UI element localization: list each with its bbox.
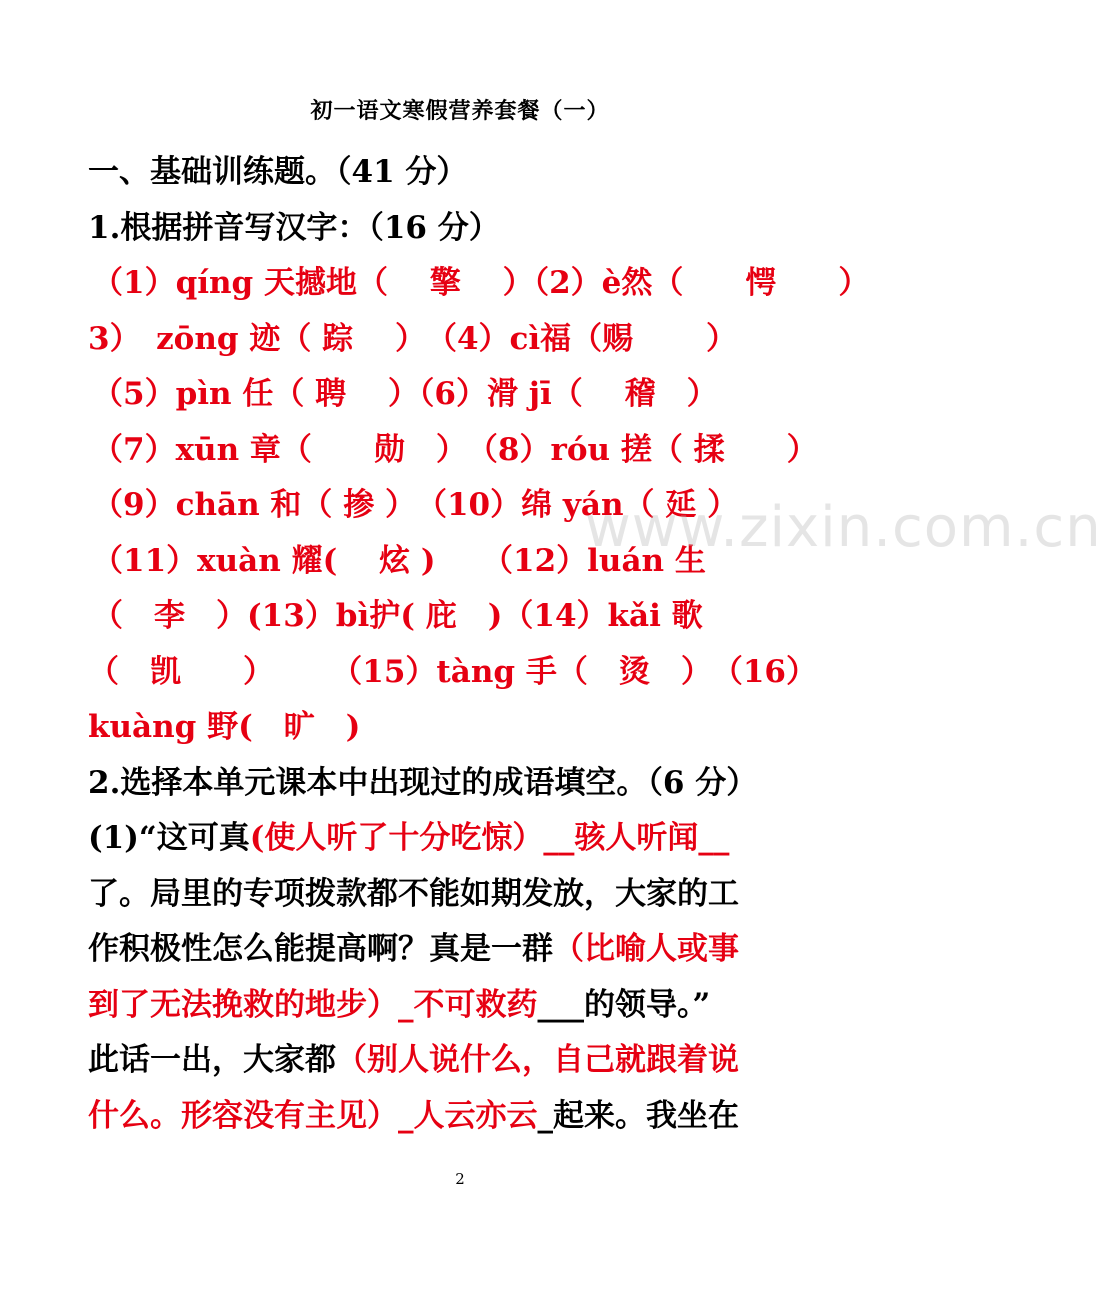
document-title: 初一语文寒假营养套餐（一） <box>310 98 610 124</box>
section-heading: 一、基础训练题。（41 分） <box>88 154 468 190</box>
answer-line-6: （11）xuàn 耀( 炫 ) （12）luán 生 <box>92 543 706 579</box>
watermark: www.zixin.com.cn <box>585 495 1102 560</box>
q2-line-1-answer: __骇人听闻__ <box>543 820 730 856</box>
q2-line-5-hint: （别人说什么，自己就跟着说 <box>336 1042 739 1078</box>
q2-line-1-hint: (使人听了十分吃惊） <box>249 820 544 856</box>
answer-line-7: （ 李 ）(13）bì护( 庇 )（14）kǎi 歌 <box>92 598 703 634</box>
answer-line-9: kuàng 野( 旷 ) <box>88 709 361 745</box>
q2-line-3 <box>88 929 878 969</box>
q2-line-6 <box>88 1096 878 1136</box>
answer-line-1: （1）qíng 天撼地（ 擎 ）（2）è然（ 愕 ） <box>92 265 870 301</box>
answer-line-8: （ 凯 ） （15）tàng 手（ 烫 ） （16） <box>88 654 817 690</box>
q2-line-6-text: _起来。我坐在 <box>537 1098 739 1134</box>
answer-line-5: （9）chān 和（ 掺 ） （10）绵 yán（ 延 ） <box>92 487 739 523</box>
q2-line-3-hint: （比喻人或事 <box>553 931 739 967</box>
page-number: 2 <box>455 1170 465 1188</box>
q2-line-6-answer: 什么。形容没有主见）_人云亦云 <box>88 1098 538 1134</box>
q2-line-2: 了。局里的专项拨款都不能如期发放，大家的工 <box>88 876 739 912</box>
question-1-heading: 1.根据拼音写汉字：（16 分） <box>88 210 500 246</box>
q2-line-4 <box>88 985 878 1025</box>
q2-line-1 <box>88 818 878 858</box>
q2-line-5-text: 此话一出，大家都 <box>88 1042 336 1078</box>
answer-line-3: （5）pìn 任（ 聘 ）（6）滑 jī（ 稽 ） <box>92 376 718 412</box>
answer-line-2: 3） zōng 迹（ 踪 ） （4）cì福（赐 ） <box>88 321 737 357</box>
q2-line-4-text: ___的领导。” <box>537 987 711 1023</box>
question-2-heading: 2.选择本单元课本中出现过的成语填空。（6 分） <box>88 765 758 801</box>
answer-line-4: （7）xūn 章（ 勋 ） （8）róu 搓（ 揉 ） <box>92 432 818 468</box>
q2-line-4-answer: 到了无法挽救的地步）_不可救药 <box>88 987 538 1023</box>
q2-line-1-text: (1)“这可真 <box>88 820 250 856</box>
q2-line-5 <box>88 1040 878 1080</box>
q2-line-3-text: 作积极性怎么能提高啊？真是一群 <box>88 931 553 967</box>
